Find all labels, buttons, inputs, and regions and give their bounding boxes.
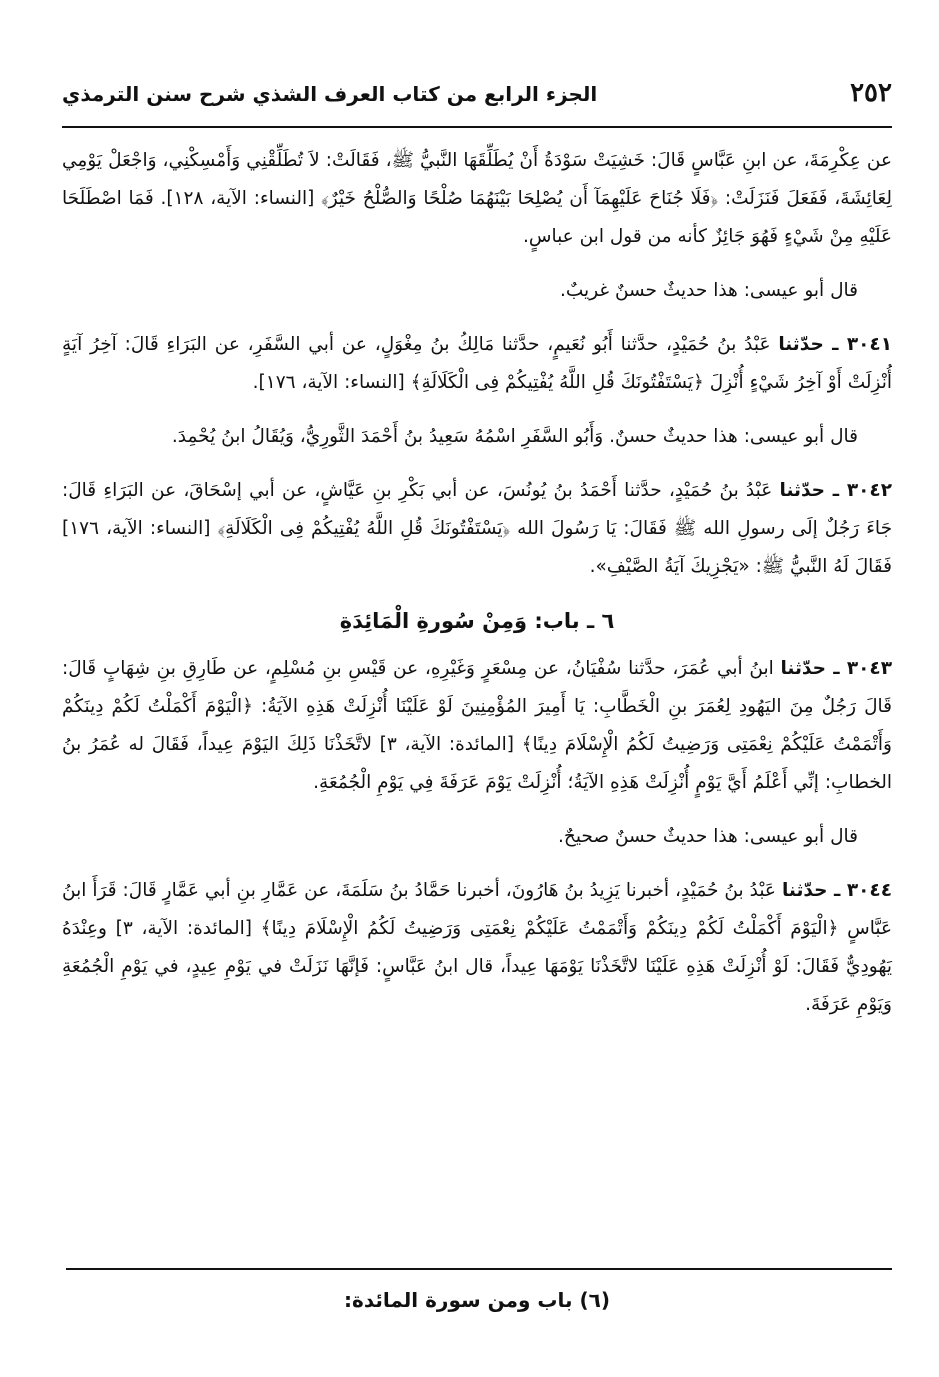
hadith-3042 xyxy=(62,472,892,586)
chapter-heading: ٦ ـ باب: وَمِنْ سُورةِ الْمَائِدَةِ xyxy=(339,609,615,633)
running-title: الجزء الرابع من كتاب العرف الشذي شرح سنن الترمذي xyxy=(62,82,598,106)
hadith-number: ٣٠٤١ ـ حدّثنا xyxy=(778,334,892,355)
paragraph-grading xyxy=(62,272,892,310)
paragraph-text: قال أبو عيسى: هذا حديثٌ حسنٌ صحيحٌ. xyxy=(558,826,858,847)
paragraph-continuation xyxy=(62,142,892,256)
hadith-3044 xyxy=(62,872,892,1024)
hadith-number: ٣٠٤٣ ـ حدّثنا xyxy=(780,658,892,679)
hadith-3041 xyxy=(62,326,892,402)
hadith-number: ٣٠٤٤ ـ حدّثنا xyxy=(781,880,892,901)
paragraph-text: عَبْدُ بنُ حُمَيْدٍ، أخبرنا يَزِيدُ بنُ هَارُونَ، أخبرنا حَمَّادُ بنُ سَلَمَةَ، عن عَمَّارِ بنِ أبي عَمَّارٍ قَالَ: قَرَأَ ابنُ عَبَّاسٍ ﴿الْيَوْمَ أَكْمَلْتُ لَكُمْ دِينَكُمْ وَأَتْمَمْتُ عَلَيْكُمْ نِعْمَتِى وَرَضِيتُ لَكُمُ الْإِسْلَامَ دِينًا﴾ [المائدة: الآية، ٣] وعِنْدَهُ يَهُودِيٌّ فَقَالَ: لَوْ أُنْزِلَتْ هَذِهِ عَلَيْنَا لاتَّخَذْنَا يَوْمَهَا عِيداً، قال ابنُ عَبَّاسٍ: فَإنَّهَا نَزَلَتْ في يَوْمِ عِيدٍ، في يَوْمِ الْجُمُعَةِ وَيَوْمِ عَرَفَةَ. xyxy=(62,880,892,1015)
document-page xyxy=(62,70,892,1370)
header-rule xyxy=(62,126,892,128)
paragraph-text: عَبْدُ بنُ حُمَيْدٍ، حدَّثنا أَحْمَدُ بنُ يُونُسَ، عن أبي بَكْرِ بنِ عَيَّاشٍ، عن أبي إسْحَاقَ، عن البَرَاءِ قَالَ: جَاءَ رَجُلٌ إلَى رسولِ الله ﷺ فَقَالَ: يَا رَسُولَ الله ﴿يَسْتَفْتُونَكَ قُلِ اللَّهُ يُفْتِيكُمْ فِى الْكَلَالَةِ﴾ [النساء: الآية، ١٧٦] فَقَالَ لَهُ النَّبيُّ ﷺ: «يَجْزِيكَ آيَةُ الصَّيْفِ». xyxy=(62,480,892,577)
footnote-rule xyxy=(66,1268,892,1270)
page-number: ٢٥٢ xyxy=(850,78,892,108)
paragraph-text: قال أبو عيسى: هذا حديثٌ حسنٌ غريبٌ. xyxy=(560,280,858,301)
paragraph-grading xyxy=(62,818,892,856)
main-text xyxy=(62,142,892,1040)
paragraph-text: عن عِكْرِمَةَ، عن ابنِ عَبَّاسٍ قَالَ: خَشِيَتْ سَوْدَةُ أَنْ يُطَلِّقَهَا النَّبيُّ ﷺ، فَقَالَتْ: لاَ تُطَلِّقْنِي وَأَمْسِكْنِي، وَاجْعَلْ يَوْمِي لِعَائِشَةَ، فَفَعَلَ فَنَزَلَتْ: ﴿فَلَا جُنَاحَ عَلَيْهِمَآ أَن يُصْلِحَا بَيْنَهُمَا صُلْحًا وَالصُّلْحُ خَيْرٌ﴾ [النساء: الآية، ١٢٨]. فَمَا اصْطَلَحَا عَلَيْهِ مِنْ شَيْءٍ فَهُوَ جَائِزٌ كأنه من قول ابن عباسٍ. xyxy=(62,150,892,247)
footnote-heading: (٦) باب ومن سورة المائدة: xyxy=(344,1288,610,1312)
paragraph-grading xyxy=(62,418,892,456)
paragraph-text: عَبْدُ بنُ حُمَيْدٍ، حدَّثنا أَبُو نُعَيمٍ، حدَّثنا مَالِكُ بنُ مِغْوَلٍ، عن أبي السَّفَرِ، عن البَرَاءِ قَالَ: آخِرُ آيَةٍ أُنْزِلَتْ أَوْ آخِرُ شَيْءٍ أُنْزِلَ ﴿يَسْتَفْتُونَكَ قُلِ اللَّهُ يُفْتِيكُمْ فِى الْكَلَالَةِ﴾ [النساء: الآية، ١٧٦]. xyxy=(62,334,892,393)
hadith-3043 xyxy=(62,650,892,802)
page-header xyxy=(62,78,892,114)
paragraph-text: ابنُ أبي عُمَرَ، حدَّثنا سُفْيَانُ، عن مِسْعَرٍ وَغَيْرِهِ، عن قَيْسِ بنِ مُسْلِمٍ، عن طَارِقِ بنِ شِهَابٍ قَالَ: قَالَ رَجُلٌ مِنَ اليَهُودِ لِعُمَرَ بنِ الْخَطَّابِ: يَا أَمِيرَ المُؤْمِنِينَ لَوْ عَلَيْنَا أُنْزِلَتْ هَذِهِ الآيَةُ: ﴿الْيَوْمَ أَكْمَلْتُ لَكُمْ دِينَكُمْ وَأَتْمَمْتُ عَلَيْكُمْ نِعْمَتِى وَرَضِيتُ لَكُمُ الْإِسْلَامَ دِينًا﴾ [المائدة: الآية، ٣] لاتَّخَذْنَا ذَلِكَ اليَوْمَ عِيداً، فَقَالَ له عُمَرُ بنُ الخطابِ: إنِّي أَعْلَمُ أَيَّ يَوْمٍ أُنْزِلَتْ هَذِهِ الآيَةُ؛ أُنْزِلَتْ يَوْمَ عَرَفَةَ فِي يَوْمِ الْجُمُعَةِ. xyxy=(62,658,892,793)
paragraph-text: قال أبو عيسى: هذا حديثٌ حسنٌ. وَأَبُو السَّفَرِ اسْمُهُ سَعِيدُ بنُ أَحْمَدَ الثَّورِيُّ، وَيُقَالُ ابنُ يُحْمِدَ. xyxy=(171,426,858,447)
hadith-number: ٣٠٤٢ ـ حدّثنا xyxy=(779,480,893,501)
